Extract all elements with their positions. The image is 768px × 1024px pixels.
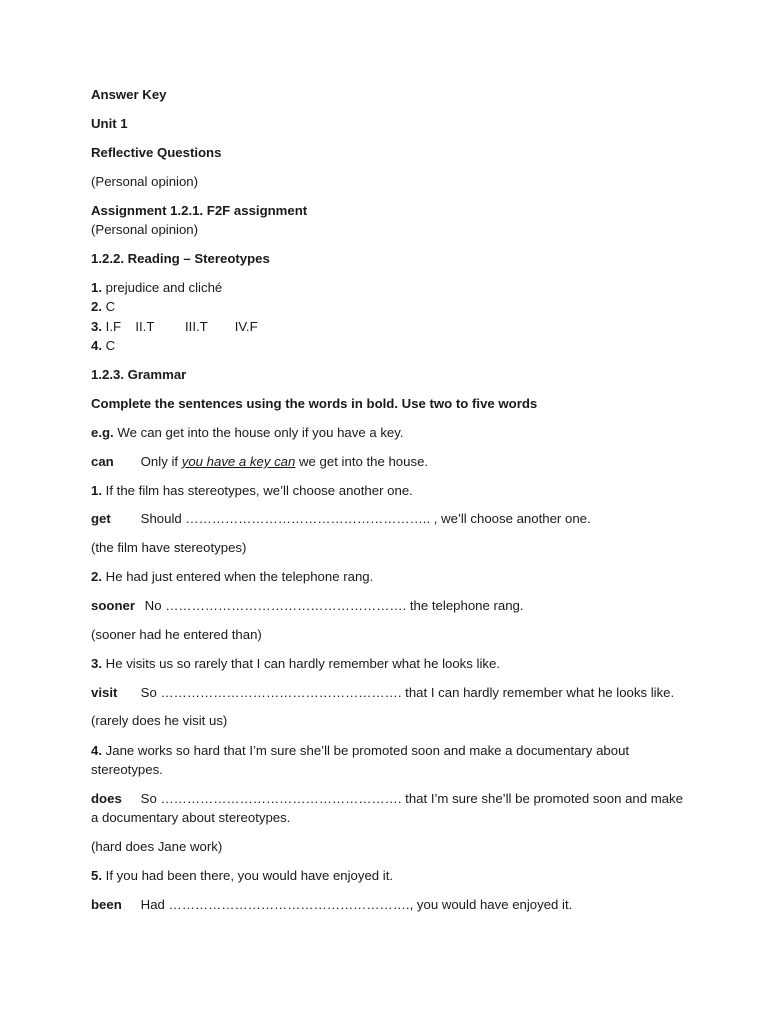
rewrite-post: we get into the house.: [299, 454, 429, 469]
question-text: If you had been there, you would have enjoyed it.: [105, 868, 394, 883]
answer-text: C: [105, 299, 116, 314]
keyword: been: [91, 897, 122, 912]
rewrite-text: So ………………………………………………. that I can hardly remember what he looks like.: [140, 685, 675, 700]
reading-answer-4: [91, 337, 115, 355]
reading-answer-2: [91, 298, 115, 316]
answer-text: C: [105, 338, 116, 353]
assignment-title: Assignment 1.2.1. F2F assignment: [91, 203, 308, 218]
example-answer: you have a key can: [181, 454, 296, 469]
example-rewrite: [91, 453, 428, 471]
reading-answer-3: [91, 318, 258, 336]
question-text: If the film has stereotypes, we’ll choose another one.: [105, 483, 413, 498]
answer-part: III.T: [185, 319, 208, 334]
answer-number: 2.: [91, 299, 102, 314]
answer-part: I.F: [105, 319, 122, 334]
answer-part: IV.F: [234, 319, 258, 334]
reflective-note: (Personal opinion): [91, 174, 199, 189]
reflective-title: Reflective Questions: [91, 145, 222, 160]
example-sentence: [91, 424, 404, 442]
rewrite-text: No ………………………………………………. the telephone rang.: [144, 598, 524, 613]
answer-3: (rarely does he visit us): [91, 713, 228, 728]
rewrite-3: [91, 684, 674, 702]
question-number: 5.: [91, 868, 102, 883]
question-number: 1.: [91, 483, 102, 498]
answer-number: 1.: [91, 280, 102, 295]
answer-number: 4.: [91, 338, 102, 353]
question-text: He visits us so rarely that I can hardly remember what he looks like.: [105, 656, 500, 671]
rewrite-4: [91, 789, 683, 827]
grammar-instruction: Complete the sentences using the words in bold. Use two to five words: [91, 396, 538, 411]
answer-1: (the film have stereotypes): [91, 540, 247, 555]
rewrite-text: So ………………………………………………. that I’m sure she’ll be promoted soon and make a documentary about stereotypes.: [91, 791, 683, 825]
question-4: [91, 741, 683, 779]
rewrite-text: Should ……………………………………………….. , we’ll choose another one.: [140, 511, 591, 526]
keyword: does: [91, 791, 122, 806]
question-text: Jane works so hard that I’m sure she’ll be promoted soon and make a documentary about stereotypes.: [91, 743, 630, 777]
question-1: [91, 482, 413, 500]
question-number: 4.: [91, 743, 102, 758]
keyword: get: [91, 511, 111, 526]
page-heading: Answer Key: [91, 87, 167, 102]
answer-text: prejudice and cliché: [105, 280, 223, 295]
question-number: 3.: [91, 656, 102, 671]
question-number: 2.: [91, 569, 102, 584]
question-text: He had just entered when the telephone rang.: [105, 569, 374, 584]
question-5: [91, 867, 393, 885]
keyword: can: [91, 454, 114, 469]
rewrite-1: [91, 510, 591, 528]
reading-title: 1.2.2. Reading – Stereotypes: [91, 251, 270, 266]
answer-4: (hard does Jane work): [91, 839, 223, 854]
reading-answer-1: [91, 279, 222, 297]
rewrite-pre: Only if: [140, 454, 179, 469]
rewrite-text: Had ………………………………………………., you would have enjoyed it.: [140, 897, 573, 912]
answer-part: II.T: [135, 319, 155, 334]
example-text: We can get into the house only if you have a key.: [117, 425, 404, 440]
question-3: [91, 655, 500, 673]
keyword: visit: [91, 685, 118, 700]
unit-title: Unit 1: [91, 116, 128, 131]
answer-2: (sooner had he entered than): [91, 627, 262, 642]
rewrite-2: [91, 597, 524, 615]
example-label: e.g.: [91, 425, 114, 440]
grammar-title: 1.2.3. Grammar: [91, 367, 187, 382]
answer-number: 3.: [91, 319, 102, 334]
rewrite-5: [91, 896, 572, 914]
keyword: sooner: [91, 598, 135, 613]
question-2: [91, 568, 373, 586]
assignment-note: (Personal opinion): [91, 222, 199, 237]
